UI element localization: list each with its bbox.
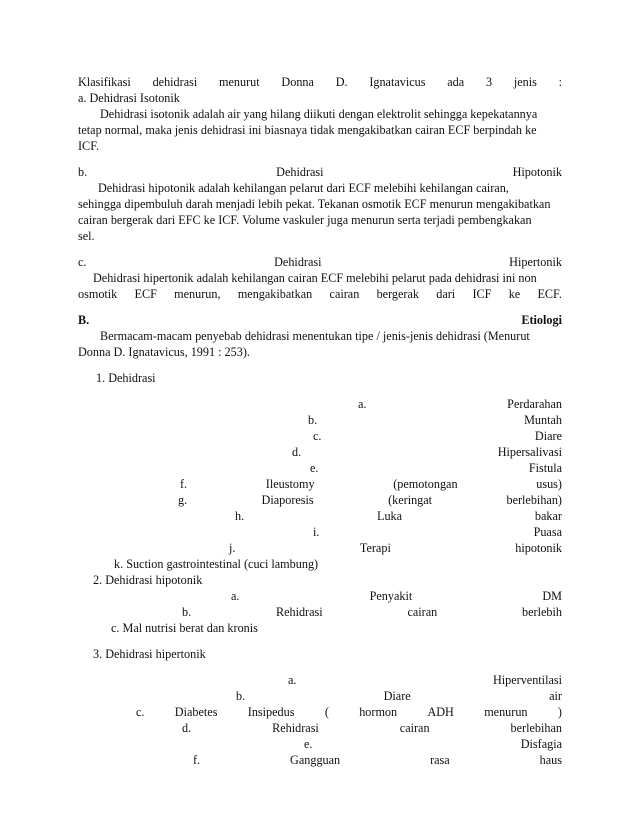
item-text: Luka [377,509,403,523]
list-item [288,672,562,688]
item-text: berlebih [522,605,562,619]
item-text: air [549,689,562,703]
item-text: menurun [484,705,528,719]
item-text: Perdarahan [507,397,562,411]
paragraph-line: ICF. [78,139,100,153]
item-letter: j. [229,541,236,555]
item-letter: i. [313,525,320,539]
list-item [229,540,562,556]
classification-heading [78,74,562,90]
item-text: Insipedus [247,705,295,719]
item-text: Rehidrasi [272,721,319,735]
list-item [136,704,562,720]
paragraph-line: cairan bergerak dari EFC ke ICF. Volume vaskuler juga menurun serta terjadi pembengkakan [78,213,532,227]
item-text: hipotonik [515,541,562,555]
section-label: B. [78,313,90,327]
word: dari [436,287,456,301]
item-letter: f. [180,477,188,491]
item-text: Diare [383,689,411,703]
word: osmotik [78,287,118,301]
list-item [310,460,562,476]
word: menurut [219,75,260,89]
word: ICF [472,287,492,301]
word: Hipertonik [509,255,562,269]
list-item [182,720,562,736]
item-letter: d. [182,721,192,735]
item-letter: g. [178,493,188,507]
item-letter: b. [236,689,246,703]
list-item [182,604,562,620]
list-item [304,736,562,752]
item-letter: e. [304,737,313,751]
list-item [358,396,562,412]
item-text: ) [557,705,562,719]
word: D. [335,75,348,89]
word: b. [78,165,88,179]
word: jenis [513,75,537,89]
item-text: (keringat [388,493,433,507]
word: Dehidrasi [274,255,322,269]
list-item [178,492,562,508]
word: dehidrasi [152,75,198,89]
item-letter: c. [313,429,322,443]
item-text: Hipersalivasi [497,445,562,459]
item-text: Muntah [524,413,562,427]
paragraph-line: sehingga dipembuluh darah menjadi lebih pekat. Tekanan osmotik ECF menurun mengakibatkan [78,197,551,211]
list-item [308,412,562,428]
item-text: DM [542,589,562,603]
list-item: k. Suction gastrointestinal (cuci lambung) [114,557,319,571]
paragraph-line: Donna D. Ignatavicus, 1991 : 253). [78,345,250,359]
item-letter: h. [235,509,245,523]
item-text: usus) [536,477,562,491]
section-c-title [78,254,562,270]
word: bergerak [376,287,419,301]
item-text: cairan [407,605,438,619]
paragraph-line: Dehidrasi hipertonik adalah kehilangan cairan ECF melebihi pelarut pada dehidrasi ini non [93,271,537,285]
list-item [292,444,562,460]
item-letter: b. [182,605,192,619]
item-text: Rehidrasi [275,605,323,619]
paragraph-line: Dehidrasi hipotonik adalah kehilangan pelarut dari ECF melebihi kehilangan cairan, [98,181,509,195]
item-text: Diabetes [174,705,218,719]
paragraph-line-justified [78,286,562,302]
list-item [313,428,562,444]
item-text: Gangguan [290,753,341,767]
word: Donna [281,75,314,89]
list-item [231,588,562,604]
word: : [558,75,562,89]
item-letter: e. [310,461,319,475]
word: Hipotonik [512,165,562,179]
item-text: bakar [534,509,562,523]
list-item [180,476,562,492]
item-text: Diare [534,429,562,443]
item-text: hormon [359,705,398,719]
word: cairan [329,287,360,301]
etiologi-heading [78,312,562,328]
item-text: Terapi [359,541,391,555]
item-text: ADH [427,705,454,719]
paragraph-line: Bermacam-macam penyebab dehidrasi menentukan tipe / jenis-jenis dehidrasi (Menurut [100,329,530,343]
word: ECF [134,287,157,301]
item-letter: a. [358,397,367,411]
item-text: Diaporesis [261,493,314,507]
item-letter: a. [288,673,297,687]
word: ada [447,75,465,89]
item-a-title: a. Dehidrasi Isotonik [78,91,180,105]
item-letter: c. [136,705,145,719]
word: 3 [485,75,493,89]
item-text: rasa [430,753,450,767]
word: ke [508,287,521,301]
section-b-title [78,164,562,180]
list-item [193,752,562,768]
list-heading: 2. Dehidrasi hipotonik [93,573,203,587]
item-text: Disfagia [520,737,562,751]
word: Ignatavicus [369,75,426,89]
item-text: (pemotongan [393,477,458,491]
item-text: berlebihan) [506,493,562,507]
list-item: c. Mal nutrisi berat dan kronis [111,621,258,635]
item-text: haus [539,753,562,767]
section-title: Etiologi [521,313,562,327]
word: c. [78,255,87,269]
word: Dehidrasi [276,165,324,179]
paragraph-line: sel. [78,229,95,243]
list-heading: 3. Dehidrasi hipertonik [93,647,206,661]
paragraph-line: Dehidrasi isotonik adalah air yang hilang diikuti dengan elektrolit sehingga kepekatannya [100,107,538,121]
item-text: Penyakit [369,589,413,603]
list-item [235,508,562,524]
item-text: Puasa [533,525,562,539]
list-item [313,524,562,540]
item-letter: d. [292,445,302,459]
word: menurun, [174,287,221,301]
item-text: ( [324,705,329,719]
list-item [236,688,562,704]
item-text: berlebihan [510,721,562,735]
paragraph-line: tetap normal, maka jenis dehidrasi ini biasnaya tidak mengakibatkan cairan ECF berpindah ke [78,123,537,137]
item-letter: b. [308,413,318,427]
list-heading: 1. Dehidrasi [96,371,156,385]
item-text: cairan [399,721,430,735]
word: ECF. [537,287,562,301]
word: Klasifikasi [78,75,131,89]
item-text: Fistula [528,461,562,475]
item-letter: a. [231,589,240,603]
item-letter: f. [193,753,201,767]
item-text: Ileustomy [265,477,315,491]
word: mengakibatkan [237,287,313,301]
item-text: Hiperventilasi [492,673,562,687]
